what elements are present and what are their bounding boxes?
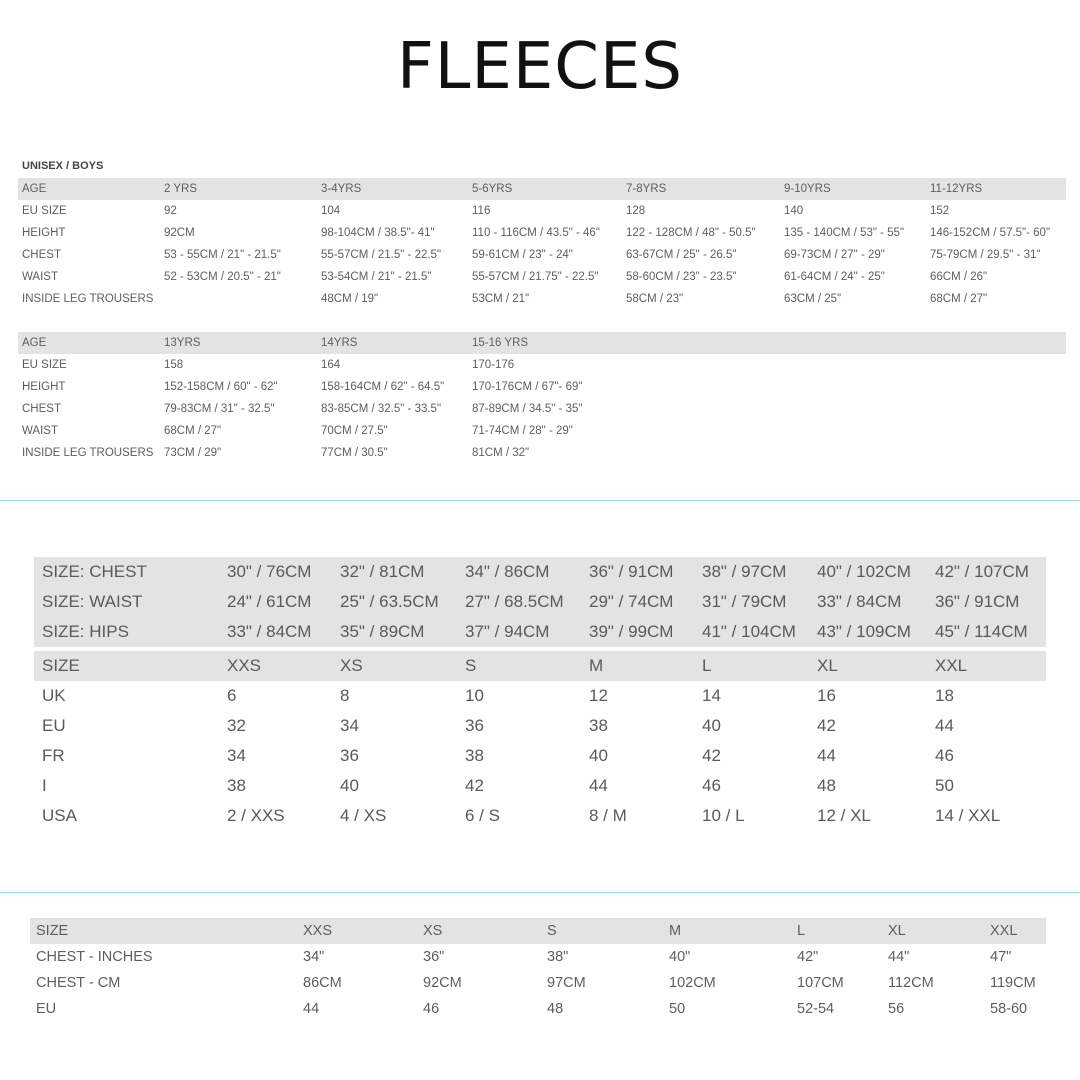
table-cell: 34 bbox=[340, 716, 359, 735]
table-cell: 43" / 109CM bbox=[809, 617, 927, 647]
table-cell: 42" bbox=[797, 949, 819, 965]
table-cell: 36" / 91CM bbox=[927, 587, 1046, 617]
table-cell: 10 / L bbox=[702, 806, 745, 825]
table-row bbox=[18, 420, 1066, 442]
table-cell: XXL bbox=[984, 918, 1046, 944]
section-label-unisex-boys: UNISEX / BOYS bbox=[22, 160, 104, 172]
header-row bbox=[30, 918, 1046, 944]
row-label: EU bbox=[36, 1001, 57, 1017]
row-label: CHEST - INCHES bbox=[36, 949, 153, 965]
table-cell: 35" / 89CM bbox=[332, 617, 457, 647]
kids-size-table-2 bbox=[18, 332, 1066, 464]
row-label: SIZE: CHEST bbox=[34, 557, 219, 587]
table-cell: 50 bbox=[669, 1001, 686, 1017]
table-cell: 146-152CM / 57.5"- 60" bbox=[930, 227, 1051, 239]
header-row bbox=[34, 651, 1046, 681]
table-cell: 98-104CM / 38.5"- 41" bbox=[321, 227, 435, 239]
table-cell: XXL bbox=[927, 651, 1046, 681]
table-cell: 44 bbox=[817, 746, 836, 765]
table-cell: 63CM / 25" bbox=[784, 293, 842, 305]
table-cell: 3-4YRS bbox=[317, 178, 468, 200]
table-cell: M bbox=[663, 918, 791, 944]
table-row bbox=[30, 970, 1046, 996]
table-cell: 128 bbox=[626, 205, 646, 217]
table-cell: 104 bbox=[321, 205, 341, 217]
row-label: AGE bbox=[18, 178, 160, 200]
table-cell: M bbox=[581, 651, 694, 681]
row-label: HEIGHT bbox=[22, 227, 66, 239]
table-cell: 42 bbox=[702, 746, 721, 765]
table-cell: 92CM bbox=[423, 975, 462, 991]
table-cell: 55-57CM / 21.75" - 22.5" bbox=[472, 271, 599, 283]
table-cell: 170-176CM / 67"- 69" bbox=[472, 381, 583, 393]
table-cell: 79-83CM / 31" - 32.5" bbox=[164, 403, 275, 415]
table-cell: 40" / 102CM bbox=[809, 557, 927, 587]
table-cell: 53CM / 21" bbox=[472, 293, 530, 305]
row-label: SIZE: WAIST bbox=[34, 587, 219, 617]
table-cell: 38 bbox=[465, 746, 484, 765]
table-cell: 14 bbox=[702, 686, 721, 705]
table-cell: 46 bbox=[423, 1001, 440, 1017]
table-cell: 70CM / 27.5" bbox=[321, 425, 388, 437]
table-cell: 5-6YRS bbox=[468, 178, 622, 200]
measure-row bbox=[34, 587, 1046, 617]
table-cell: 81CM / 32" bbox=[472, 447, 530, 459]
table-cell: 119CM bbox=[990, 975, 1036, 991]
table-cell: 48 bbox=[817, 776, 836, 795]
table-cell: XXS bbox=[297, 918, 417, 944]
table-cell: 87-89CM / 34.5" - 35" bbox=[472, 403, 583, 415]
table-cell: XS bbox=[417, 918, 541, 944]
table-cell bbox=[926, 332, 1066, 354]
table-cell: 102CM bbox=[669, 975, 716, 991]
table-cell: 135 - 140CM / 53" - 55" bbox=[784, 227, 905, 239]
table-cell: 40 bbox=[702, 716, 721, 735]
row-label: AGE bbox=[18, 332, 160, 354]
row-label: USA bbox=[42, 806, 77, 825]
table-cell: XXS bbox=[219, 651, 332, 681]
table-row bbox=[18, 288, 1066, 310]
table-cell bbox=[622, 420, 780, 442]
table-cell: 4 / XS bbox=[340, 806, 387, 825]
table-row bbox=[34, 771, 1046, 801]
table-cell: 34 bbox=[227, 746, 246, 765]
table-cell: 140 bbox=[784, 205, 804, 217]
table-cell: 6 / S bbox=[465, 806, 500, 825]
row-label: I bbox=[42, 776, 47, 795]
table-cell: 36 bbox=[465, 716, 484, 735]
page-title: FLEECES bbox=[396, 30, 684, 104]
table-cell: 158-164CM / 62" - 64.5" bbox=[321, 381, 445, 393]
table-cell: 52-54 bbox=[797, 1001, 835, 1017]
table-cell: 36 bbox=[340, 746, 359, 765]
table-cell: S bbox=[457, 651, 581, 681]
table-cell: 2 / XXS bbox=[227, 806, 285, 825]
table-cell: 42" / 107CM bbox=[927, 557, 1046, 587]
row-label: EU SIZE bbox=[22, 359, 67, 371]
table-cell: 18 bbox=[935, 686, 954, 705]
table-cell: 107CM bbox=[797, 975, 844, 991]
table-cell: 32 bbox=[227, 716, 246, 735]
table-cell: L bbox=[694, 651, 809, 681]
row-label: UK bbox=[42, 686, 66, 705]
table-cell: 71-74CM / 28" - 29" bbox=[472, 425, 573, 437]
table-row bbox=[34, 711, 1046, 741]
table-cell bbox=[160, 288, 317, 310]
measure-row bbox=[34, 617, 1046, 647]
table-cell: 63-67CM / 25" - 26.5" bbox=[626, 249, 737, 261]
table-cell: 158 bbox=[164, 359, 184, 371]
table-cell: 110 - 116CM / 43.5" - 46" bbox=[472, 227, 600, 239]
table-cell: 27" / 68.5CM bbox=[457, 587, 581, 617]
table-cell: 61-64CM / 24" - 25" bbox=[784, 271, 885, 283]
table-cell: 68CM / 27" bbox=[164, 425, 222, 437]
table-cell: 152-158CM / 60" - 62" bbox=[164, 381, 278, 393]
table-cell: 12 bbox=[589, 686, 608, 705]
table-row bbox=[18, 266, 1066, 288]
table-cell: 46 bbox=[702, 776, 721, 795]
table-cell: XS bbox=[332, 651, 457, 681]
table-cell bbox=[622, 442, 780, 464]
table-cell: 44 bbox=[589, 776, 608, 795]
table-cell: 83-85CM / 32.5" - 33.5" bbox=[321, 403, 442, 415]
row-label: INSIDE LEG TROUSERS bbox=[22, 447, 154, 459]
table-cell: 66CM / 26" bbox=[930, 271, 988, 283]
table-cell: 15-16 YRS bbox=[468, 332, 622, 354]
table-row bbox=[18, 200, 1066, 222]
table-cell: 58-60 bbox=[990, 1001, 1028, 1017]
section-divider bbox=[0, 892, 1080, 893]
row-label: INSIDE LEG TROUSERS bbox=[22, 293, 154, 305]
table-cell: 2 YRS bbox=[160, 178, 317, 200]
table-cell: S bbox=[541, 918, 663, 944]
row-label: FR bbox=[42, 746, 65, 765]
table-cell: 38" bbox=[547, 949, 569, 965]
table-cell bbox=[780, 442, 926, 464]
table-cell: 36" / 91CM bbox=[581, 557, 694, 587]
table-cell: 13YRS bbox=[160, 332, 317, 354]
row-label: CHEST - CM bbox=[36, 975, 121, 991]
table-row bbox=[18, 222, 1066, 244]
table-cell: 112CM bbox=[888, 975, 934, 991]
table-cell: 6 bbox=[227, 686, 237, 705]
table-cell: 152 bbox=[930, 205, 950, 217]
table-cell: 55-57CM / 21.5" - 22.5" bbox=[321, 249, 442, 261]
table-cell bbox=[926, 442, 1066, 464]
fleece-chest-size-table bbox=[30, 918, 1046, 1022]
table-cell: 122 - 128CM / 48" - 50.5" bbox=[626, 227, 756, 239]
table-cell: 12 / XL bbox=[817, 806, 871, 825]
table-cell: 40 bbox=[589, 746, 608, 765]
table-cell: 11-12YRS bbox=[926, 178, 1066, 200]
adult-size-conversion-table bbox=[34, 557, 1046, 831]
table-cell: 77CM / 30.5" bbox=[321, 447, 388, 459]
table-cell: 56 bbox=[888, 1001, 905, 1017]
table-cell: 164 bbox=[321, 359, 341, 371]
table-cell: 40 bbox=[340, 776, 359, 795]
row-label: WAIST bbox=[22, 271, 58, 283]
table-cell: 53-54CM / 21" - 21.5" bbox=[321, 271, 432, 283]
table-cell: 38" / 97CM bbox=[694, 557, 809, 587]
table-cell: 33" / 84CM bbox=[809, 587, 927, 617]
header-row bbox=[18, 178, 1066, 200]
row-label: HEIGHT bbox=[22, 381, 66, 393]
table-cell: 52 - 53CM / 20.5" - 21" bbox=[164, 271, 281, 283]
table-cell: L bbox=[791, 918, 882, 944]
table-cell: 48 bbox=[547, 1001, 564, 1017]
table-cell: 68CM / 27" bbox=[930, 293, 988, 305]
table-row bbox=[30, 996, 1046, 1022]
row-label: SIZE: HIPS bbox=[34, 617, 219, 647]
table-row bbox=[18, 244, 1066, 266]
table-cell: 44 bbox=[935, 716, 954, 735]
table-cell: 59-61CM / 23" - 24" bbox=[472, 249, 573, 261]
table-cell: 86CM bbox=[303, 975, 342, 991]
table-row bbox=[18, 398, 1066, 420]
table-cell: 8 / M bbox=[589, 806, 627, 825]
table-row bbox=[34, 741, 1046, 771]
table-cell: 48CM / 19" bbox=[321, 293, 379, 305]
table-cell bbox=[622, 398, 780, 420]
table-cell: 170-176 bbox=[472, 359, 515, 371]
table-cell: 97CM bbox=[547, 975, 586, 991]
table-cell: 39" / 99CM bbox=[581, 617, 694, 647]
header-row bbox=[18, 332, 1066, 354]
row-label: EU bbox=[42, 716, 66, 735]
table-cell: 8 bbox=[340, 686, 350, 705]
table-cell: 116 bbox=[472, 205, 491, 217]
table-cell: 58CM / 23" bbox=[626, 293, 684, 305]
table-cell bbox=[622, 354, 780, 376]
table-cell: 10 bbox=[465, 686, 484, 705]
table-cell: 14YRS bbox=[317, 332, 468, 354]
row-label: CHEST bbox=[22, 403, 61, 415]
table-cell: 73CM / 29" bbox=[164, 447, 222, 459]
table-row bbox=[34, 681, 1046, 711]
table-cell: 58-60CM / 23" - 23.5" bbox=[626, 271, 737, 283]
table-row bbox=[30, 944, 1046, 970]
table-cell: 31" / 79CM bbox=[694, 587, 809, 617]
table-row bbox=[18, 442, 1066, 464]
table-cell bbox=[780, 420, 926, 442]
table-cell: 75-79CM / 29.5" - 31" bbox=[930, 249, 1041, 261]
table-row bbox=[18, 376, 1066, 398]
table-cell: 34" bbox=[303, 949, 325, 965]
table-cell bbox=[926, 354, 1066, 376]
table-cell: 29" / 74CM bbox=[581, 587, 694, 617]
table-cell: 36" bbox=[423, 949, 445, 965]
table-cell bbox=[622, 332, 780, 354]
table-cell: 50 bbox=[935, 776, 954, 795]
table-cell: 41" / 104CM bbox=[694, 617, 809, 647]
table-cell: 38 bbox=[589, 716, 608, 735]
table-cell: 92 bbox=[164, 205, 177, 217]
table-cell: 47" bbox=[990, 949, 1012, 965]
table-cell: 34" / 86CM bbox=[457, 557, 581, 587]
row-label: WAIST bbox=[22, 425, 58, 437]
table-cell: 9-10YRS bbox=[780, 178, 926, 200]
table-cell bbox=[926, 420, 1066, 442]
measure-row bbox=[34, 557, 1046, 587]
table-row bbox=[18, 354, 1066, 376]
table-cell: 7-8YRS bbox=[622, 178, 780, 200]
table-cell: 30" / 76CM bbox=[219, 557, 332, 587]
table-cell bbox=[780, 354, 926, 376]
table-cell: 24" / 61CM bbox=[219, 587, 332, 617]
table-cell: XL bbox=[882, 918, 984, 944]
table-cell bbox=[780, 376, 926, 398]
row-label: SIZE bbox=[34, 651, 219, 681]
table-cell: 46 bbox=[935, 746, 954, 765]
table-cell: 33" / 84CM bbox=[219, 617, 332, 647]
table-cell bbox=[926, 376, 1066, 398]
table-cell: 32" / 81CM bbox=[332, 557, 457, 587]
table-cell: 38 bbox=[227, 776, 246, 795]
table-cell: 44 bbox=[303, 1001, 320, 1017]
table-cell bbox=[926, 398, 1066, 420]
table-row bbox=[34, 801, 1046, 831]
table-cell: 45" / 114CM bbox=[927, 617, 1046, 647]
row-label: SIZE bbox=[30, 918, 297, 944]
section-divider bbox=[0, 500, 1080, 501]
table-cell: 37" / 94CM bbox=[457, 617, 581, 647]
table-cell: 14 / XXL bbox=[935, 806, 1001, 825]
table-cell: 16 bbox=[817, 686, 836, 705]
table-cell bbox=[622, 376, 780, 398]
table-cell: 40" bbox=[669, 949, 691, 965]
table-cell: 42 bbox=[817, 716, 836, 735]
table-cell bbox=[780, 332, 926, 354]
table-cell: 53 - 55CM / 21" - 21.5" bbox=[164, 249, 281, 261]
table-cell: 44" bbox=[888, 949, 910, 965]
table-cell: 25" / 63.5CM bbox=[332, 587, 457, 617]
table-cell bbox=[780, 398, 926, 420]
table-cell: 42 bbox=[465, 776, 484, 795]
row-label: CHEST bbox=[22, 249, 61, 261]
row-label: EU SIZE bbox=[22, 205, 67, 217]
kids-size-table-1 bbox=[18, 178, 1066, 310]
table-cell: 92CM bbox=[164, 227, 195, 239]
table-cell: XL bbox=[809, 651, 927, 681]
table-cell: 69-73CM / 27" - 29" bbox=[784, 249, 885, 261]
